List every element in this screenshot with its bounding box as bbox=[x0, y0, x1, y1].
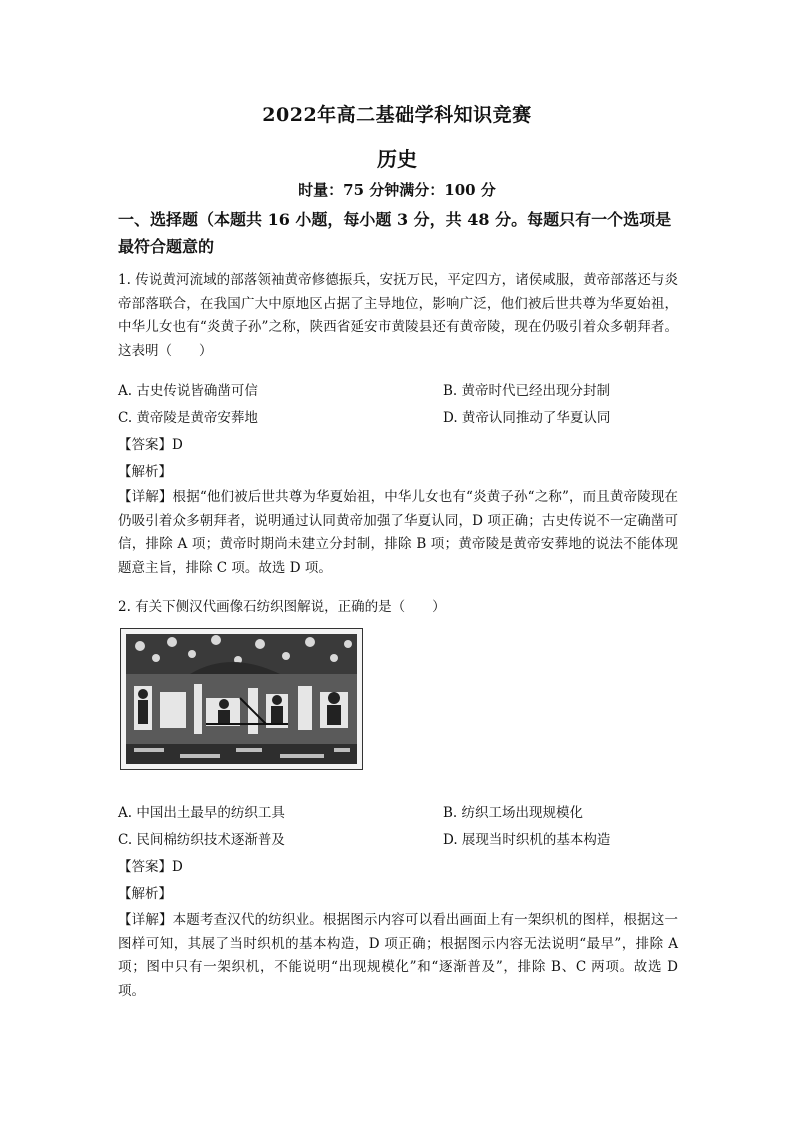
question-2-stem: 2. 有关下侧汉代画像石纺织图解说，正确的是（ ） bbox=[118, 599, 446, 615]
q1-answer: 【答案】D bbox=[118, 437, 183, 453]
subject-title: 历史 bbox=[377, 147, 417, 171]
han-stone-relief-weaving-image bbox=[120, 628, 363, 770]
q2-answer: 【答案】D bbox=[118, 859, 183, 875]
q2-option-a: A. 中国出土最早的纺织工具 bbox=[118, 805, 285, 821]
q1-option-c: C. 黄帝陵是黄帝安葬地 bbox=[118, 410, 258, 426]
section-heading: 一、选择题（本题共 16 小题，每小题 3 分，共 48 分。每题只有一个选项是最符合题意的 bbox=[118, 210, 672, 256]
question-1-stem: 1. 传说黄河流域的部落领袖黄帝修德振兵，安抚万民，平定四方，诸侯咸服，黄帝部落还与炎帝部落联合，在我国广大中原地区占据了主导地位，影响广泛，他们被后世共尊为华夏始祖，中华儿女也有“炎黄子孙”之称，陕西省延安市黄陵县还有黄帝陵，现在仍吸引着众多朝拜者。这表明（ ） bbox=[118, 272, 678, 359]
exam-meta: 时量：75 分钟满分：100 分 bbox=[298, 181, 496, 199]
exam-title: 2022年高二基础学科知识竞赛 bbox=[262, 104, 532, 126]
q2-detail: 【详解】本题考查汉代的纺织业。根据图示内容可以看出画面上有一架织机的图样，根据这一图样可知，其展了当时织机的基本构造，D 项正确；根据图示内容无法说明“最早”，排除 A 项；图中只有一架织机，不能说明“出现规模化”和“逐渐普及”，排除 B、C 两项。故选 D 项。 bbox=[118, 912, 678, 999]
q2-option-c: C. 民间棉纺织技术逐渐普及 bbox=[118, 832, 285, 848]
q2-option-d: D. 展现当时织机的基本构造 bbox=[443, 832, 611, 848]
q1-analysis-label: 【解析】 bbox=[118, 464, 172, 480]
q1-detail: 【详解】根据“他们被后世共尊为华夏始祖，中华儿女也有“炎黄子孙“之称”，而且黄帝陵现在仍吸引着众多朝拜者，说明通过认同黄帝加强了华夏认同，D 项正确；古史传说不一定确凿可信，排除 A 项；黄帝时期尚未建立分封制，排除 B 项；黄帝陵是黄帝安葬地的说法不能体现题意主旨，排除 C 项。故选 D 项。 bbox=[118, 489, 678, 576]
q1-option-d: D. 黄帝认同推动了华夏认同 bbox=[443, 410, 611, 426]
q1-option-a: A. 古史传说皆确凿可信 bbox=[118, 383, 258, 399]
q2-analysis-label: 【解析】 bbox=[118, 886, 172, 902]
q1-option-b: B. 黄帝时代已经出现分封制 bbox=[443, 383, 611, 399]
q2-option-b: B. 纺织工场出现规模化 bbox=[443, 805, 584, 821]
